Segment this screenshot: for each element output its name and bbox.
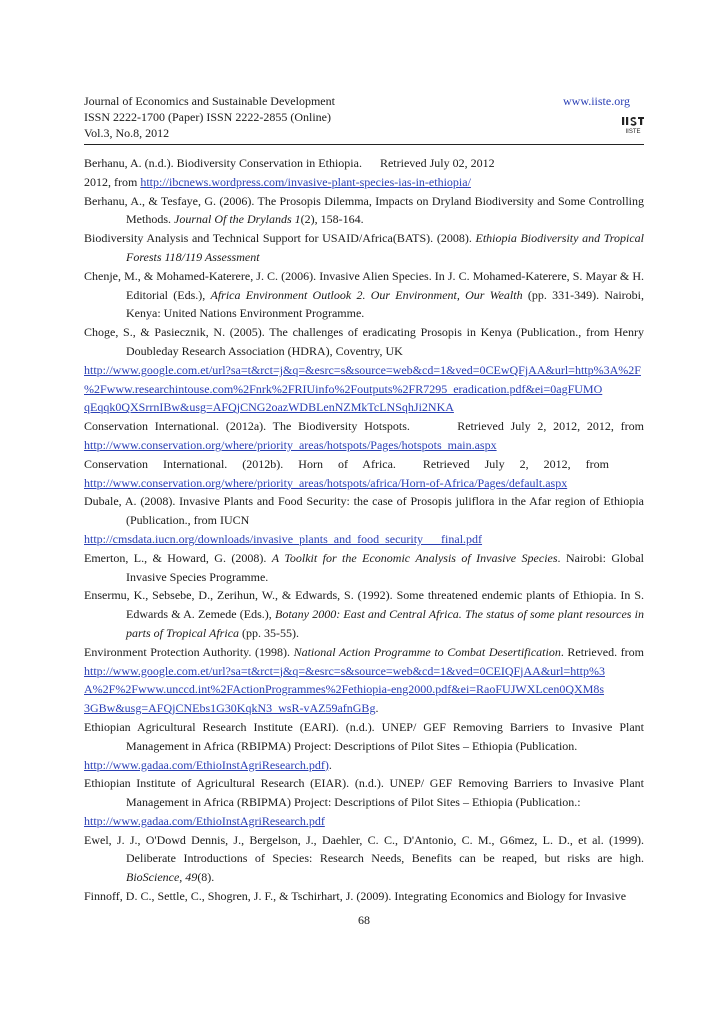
reference-text-tail: (8). — [197, 870, 215, 885]
reference-item — [84, 530, 644, 549]
reference-text: Choge, S., & Pasiecznik, N. (2005). The challenges of eradicating Prosopis in Kenya (Publication., from Henry Doubleday Research Association (HDRA), Coventry, UK — [84, 325, 644, 358]
reference-link[interactable]: http://www.gadaa.com/EthioInstAgriResearch.pdf) — [84, 757, 329, 772]
reference-link[interactable]: http://www.conservation.org/where/priority_areas/hotspots/Pages/hotspots_main.aspx — [84, 437, 497, 452]
reference-item — [84, 774, 644, 830]
header-divider — [84, 144, 644, 145]
reference-text: Berhanu, A., & Tesfaye, G. (2006). The Prosopis Dilemma, Impacts on Dryland Biodiversity and Some Controlling Methods. — [84, 193, 644, 227]
reference-source-title: A Toolkit for the Economic Analysis of Invasive Species — [271, 550, 558, 565]
reference-text: Emerton, L., & Howard, G. (2008). — [84, 550, 272, 565]
reference-item — [84, 154, 644, 173]
reference-text: Conservation International. (2012a). The Biodiversity Hotspots. Retrieved July 2, 2012, 2012, from — [84, 419, 644, 434]
reference-item — [84, 643, 644, 718]
logo-text: IISTE — [625, 129, 641, 135]
reference-item — [84, 267, 644, 323]
reference-link[interactable]: http://cmsdata.iucn.org/downloads/invasive_plants_and_food_security___final.pdf — [84, 531, 483, 546]
reference-link[interactable]: http://www.google.com.et/url?sa=t&rct=j&q=&esrc=s&source=web&cd=1&ved=0CEwQFjAA&url=http%3A%2F — [84, 362, 641, 377]
reference-link[interactable]: A%2F%2Fwww.unccd.int%2FActionProgrammes%2Fethiopia-eng2000.pdf&ei=RaoFUJWXLcen0QXM8s — [84, 682, 605, 697]
reference-list — [84, 154, 644, 906]
reference-item — [84, 887, 644, 906]
iiste-logo-icon — [622, 107, 644, 135]
reference-item — [84, 831, 644, 887]
reference-text-tail: (pp. 35-55). — [239, 625, 300, 640]
reference-text: Ewel, J. J., O'Dowd Dennis, J., Bergelson, J., Daehler, C. C., D'Antonio, C. M., G6mez, L. D., et al. (1999). Deliberate Introductions of Species: Research Needs, Benefits can be reaped, but risks are high. — [84, 832, 644, 866]
reference-source-title: Botany 2000: East and Central Africa. The status of some plant resources in parts of Tropical Africa — [126, 607, 644, 640]
reference-text-tail: (2), 158-164. — [300, 212, 364, 227]
reference-item — [84, 549, 644, 587]
reference-link[interactable]: http://www.google.com.et/url?sa=t&rct=j&q=&esrc=s&source=web&cd=1&ved=0CEIQFjAA&url=http%3 — [84, 663, 605, 678]
reference-link[interactable]: http://www.conservation.org/where/priority_areas/hotspots/africa/Horn-of-Africa/Pages/default.aspx — [84, 475, 568, 490]
reference-source-title: Journal Of the Drylands 1 — [174, 212, 301, 227]
reference-link[interactable]: %2Fwww.researchintouse.com%2Fnrk%2FRIUinfo%2Foutputs%2FR7295_eradication.pdf&ei=0agFUMO — [84, 381, 603, 396]
reference-item — [84, 417, 644, 455]
reference-text: Biodiversity Analysis and Technical Support for USAID/Africa(BATS). (2008). — [84, 231, 476, 246]
reference-text-tail: (pp. 331-349). Nairobi, Kenya: United Nations Environment Programme. — [126, 287, 645, 321]
reference-text: Dubale, A. (2008). Invasive Plants and Food Security: the case of Prosopis juliflora in the Afar region of Ethiopia (Publication., from IUCN — [84, 494, 644, 528]
reference-item — [84, 173, 644, 192]
reference-text: Ensermu, K., Sebsebe, D., Zerihun, W., & Edwards, S. (1992). Some threatened endemic plants of Ethiopia. In S. Edwards & A. Zemede (Eds.), — [84, 588, 644, 622]
issn-line: ISSN 2222-1700 (Paper) ISSN 2222-2855 (Online) — [84, 110, 331, 124]
reference-text: 2012, from — [84, 174, 141, 189]
reference-text: Conservation International. (2012b). Horn of Africa. Retrieved July 2, 2012, from — [84, 456, 609, 471]
volume-line: Vol.3, No.8, 2012 — [84, 126, 170, 140]
page-number: 68 — [358, 913, 370, 927]
reference-link[interactable]: http://ibcnews.wordpress.com/invasive-plant-species-ias-in-ethiopia/ — [140, 174, 471, 189]
reference-item — [84, 455, 644, 493]
reference-text-tail: . Nairobi: Global Invasive Species Programme. — [126, 550, 645, 584]
reference-item — [84, 718, 644, 774]
reference-text-tail: . Retrieved. from — [560, 644, 644, 659]
reference-text: Chenje, M., & Mohamed-Katerere, J. C. (2006). Invasive Alien Species. In J. C. Mohamed-Katerere, S. Mayar & H. Editorial (Eds.), — [84, 268, 644, 302]
reference-text-tail: . — [328, 757, 332, 772]
reference-source-title: Ethiopia Biodiversity and Tropical Forests 118/119 Assessment — [126, 231, 645, 264]
reference-item — [84, 229, 644, 267]
reference-link[interactable]: qEqqk0QXSrrnIBw&usg=AFQjCNG2oazWDBLenNZMkTcLNSqhJi2NKA — [84, 400, 454, 415]
reference-text-tail: . — [375, 701, 379, 716]
journal-title: Journal of Economics and Sustainable Development — [84, 94, 335, 108]
journal-url-link[interactable]: www.iiste.org — [563, 94, 630, 108]
reference-source-title: National Action Programme to Combat Desertification — [293, 644, 561, 659]
reference-source-title: Africa Environment Outlook 2. Our Environment, Our Wealth — [210, 287, 523, 302]
reference-link[interactable]: http://www.gadaa.com/EthioInstAgriResearch.pdf — [84, 813, 325, 828]
reference-item — [84, 586, 644, 642]
reference-text: Finnoff, D. C., Settle, C., Shogren, J. F., & Tschirhart, J. (2009). Integrating Economics and Biology for Invasive — [84, 889, 627, 904]
reference-link[interactable]: 3GBw&usg=AFQjCNEbs1G30KqkN3_wsR-vAZ59afnGBg — [84, 701, 376, 716]
reference-source-title: BioScience, 49 — [126, 870, 198, 885]
reference-text: Environment Protection Authority. (1998). — [84, 644, 294, 659]
reference-text: Berhanu, A. (n.d.). Biodiversity Conservation in Ethiopia. Retrieved July 02, 2012 — [84, 156, 495, 170]
reference-text: Ethiopian Agricultural Research Institute (EARI). (n.d.). UNEP/ GEF Removing Barriers to Invasive Plant Management in Africa (RBIPMA) Project: Descriptions of Pilot Sites – Ethiopia (Publication. — [84, 719, 644, 753]
reference-item — [84, 192, 644, 230]
reference-item — [84, 361, 644, 417]
reference-item — [84, 323, 644, 361]
reference-text: Ethiopian Institute of Agricultural Research (EIAR). (n.d.). UNEP/ GEF Removing Barriers to Invasive Plant Management in Africa (RBIPMA) Project: Descriptions of Pilot Sites – Ethiopia (Publication.: — [84, 776, 644, 810]
reference-item — [84, 492, 644, 530]
page-header — [84, 93, 644, 141]
